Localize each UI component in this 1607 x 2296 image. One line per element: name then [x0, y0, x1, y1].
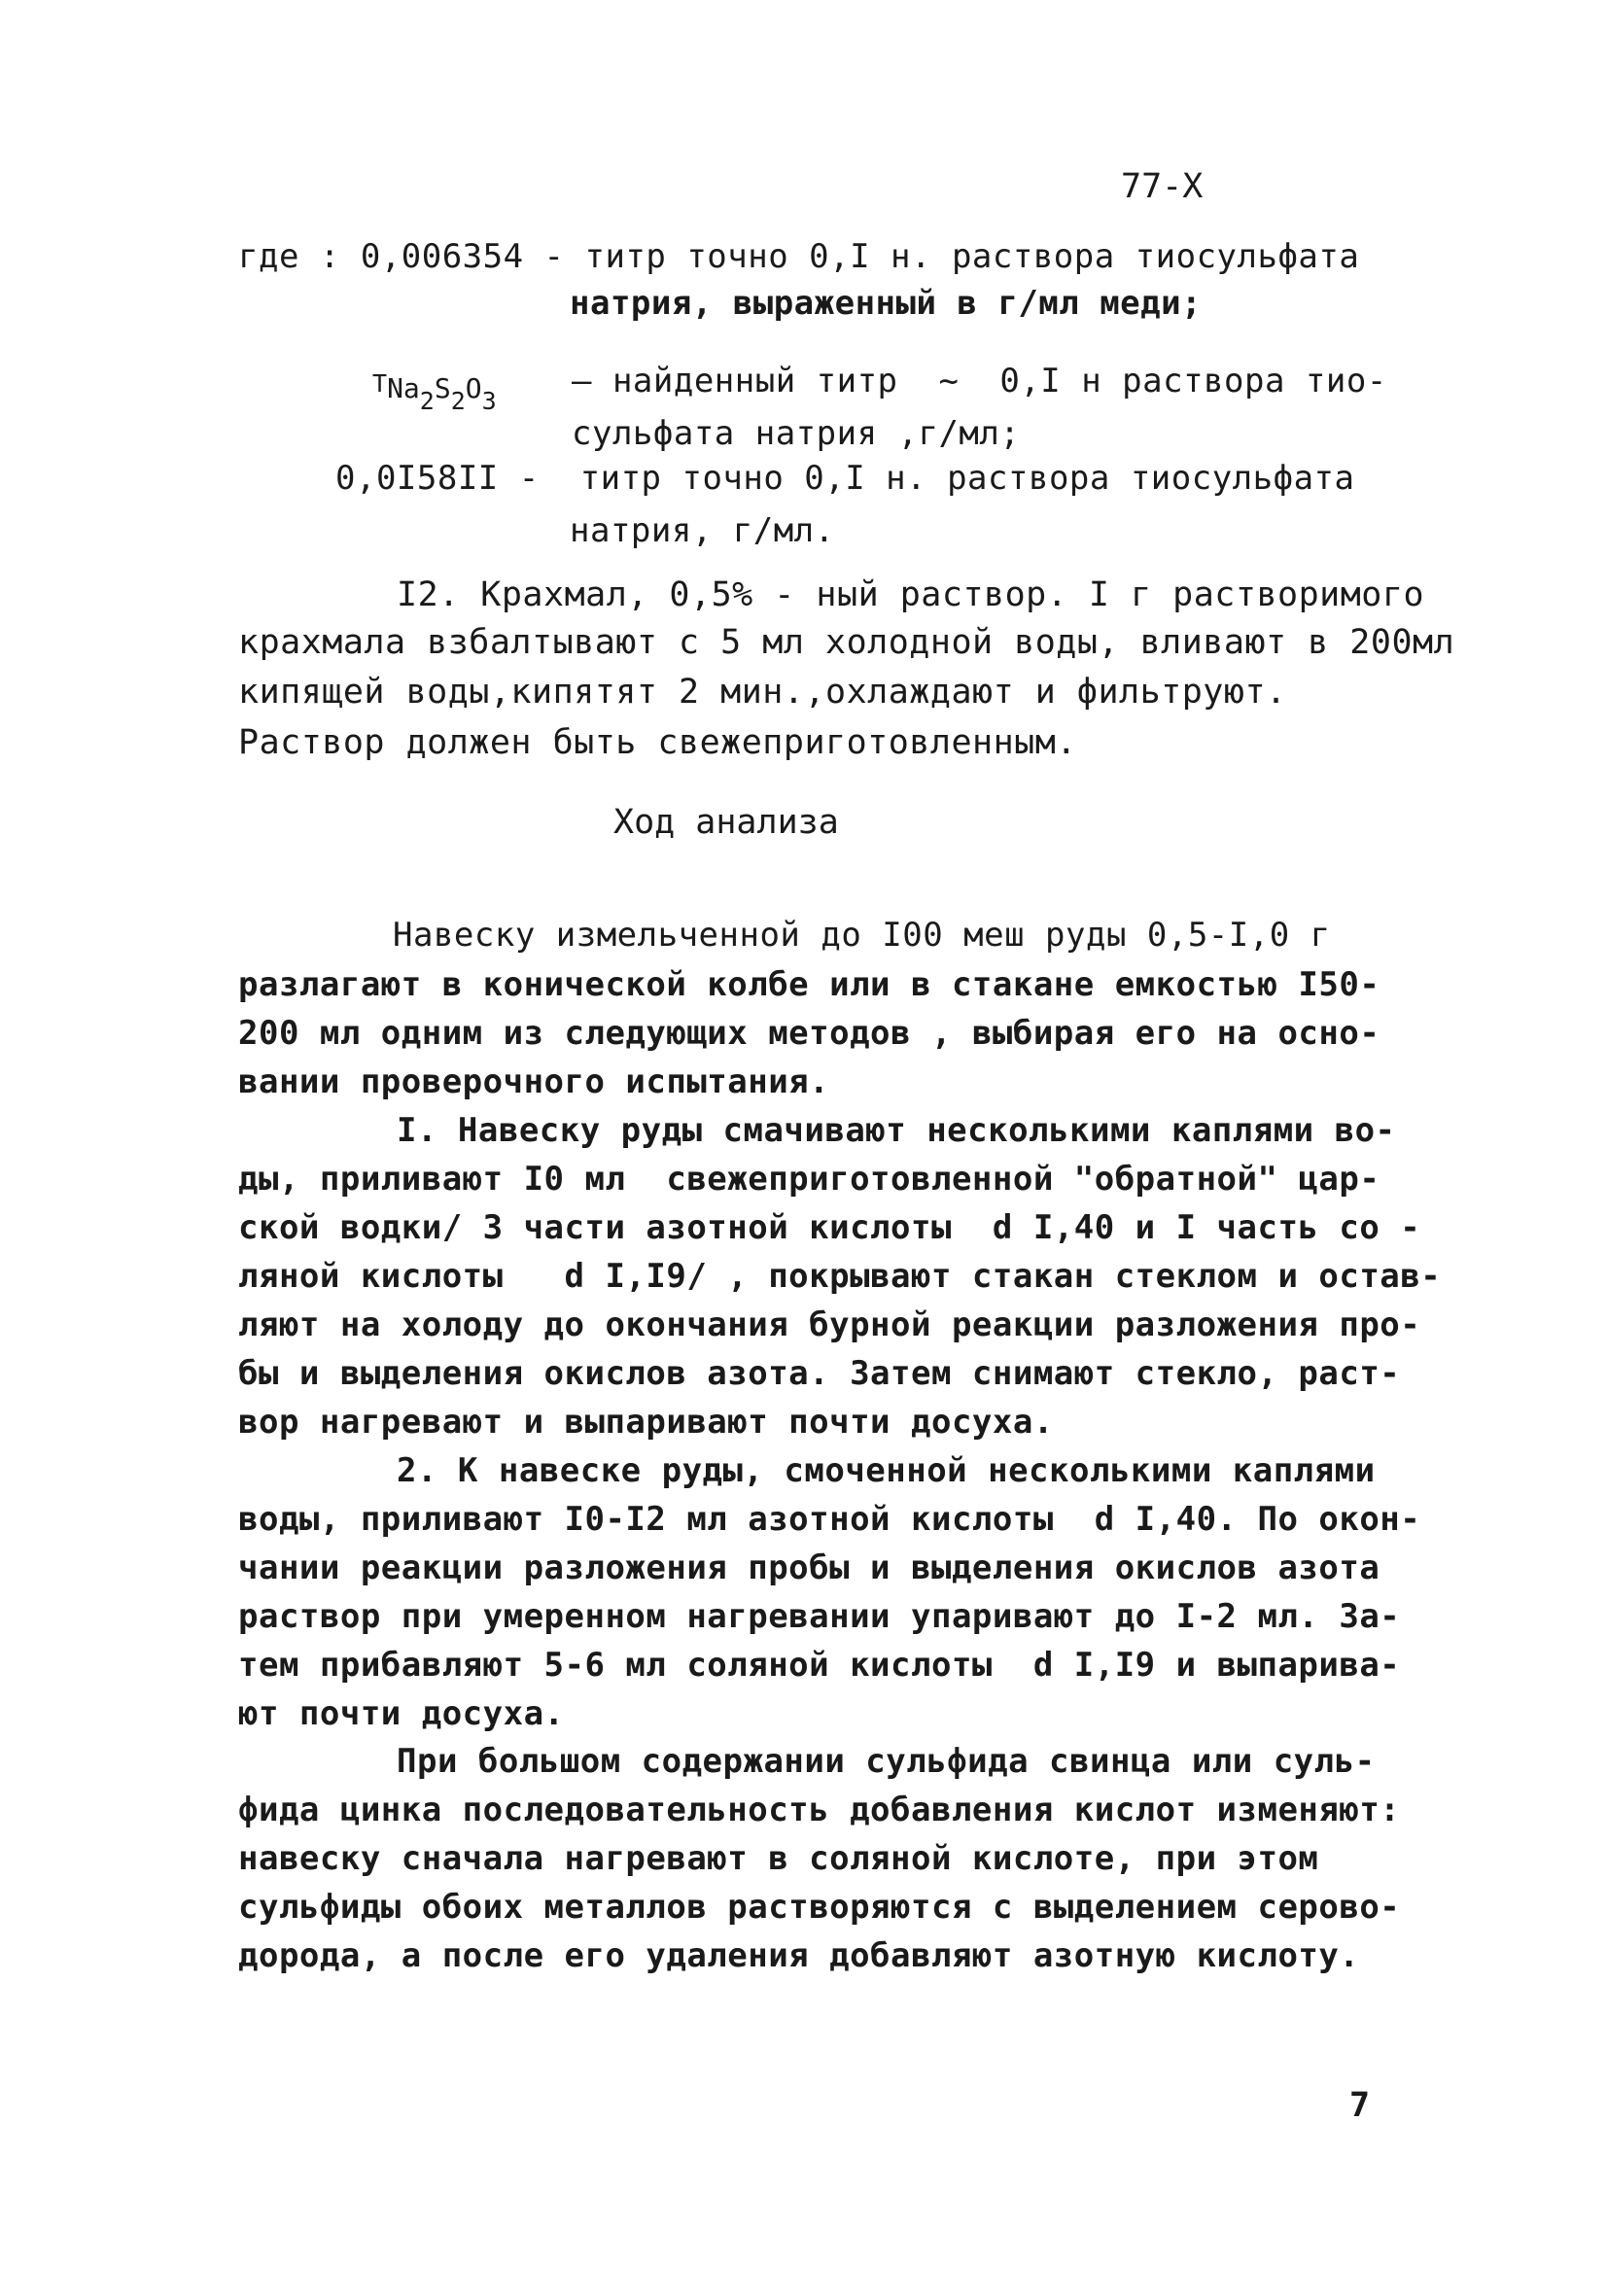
sodium-thiosulfate-titer-formula: [372, 367, 497, 415]
paragraph-12-line-3: кипящей воды,кипятят 2 мин.,охлаждают и фильтруют.: [238, 673, 1287, 712]
body-line-16: тем прибавляют 5-6 мл соляной кислоты d I,I9 и выпарива-: [238, 1646, 1401, 1685]
page-number: 7: [1349, 2086, 1371, 2125]
body-line-17: ют почти досуха.: [238, 1694, 565, 1733]
body-line-10: бы и выделения окислов азота. Затем снимают стекло, раст-: [238, 1354, 1401, 1393]
body-line-21: сульфиды обоих металлов растворяются с выделением серово-: [238, 1888, 1401, 1927]
body-line-7: ской водки/ 3 части азотной кислоты d I,40 и I часть со -: [238, 1208, 1421, 1247]
definition-line-4: сульфата натрия ,г/мл;: [572, 414, 1021, 453]
body-line-22: дорода, а после его удаления добавляют азотную кислоту.: [238, 1936, 1360, 1975]
body-line-6: ды, приливают I0 мл свежеприготовленной "обратной" цар-: [238, 1160, 1380, 1199]
body-line-15: раствор при умеренном нагревании упаривают до I-2 мл. За-: [238, 1597, 1401, 1636]
definition-line-6: натрия, г/мл.: [570, 511, 835, 550]
formula-s: S: [434, 372, 451, 404]
paragraph-12-line-2: крахмала взбалтывают с 5 мл холодной воды, вливают в 200мл: [238, 623, 1455, 662]
paragraph-12-line-4: Раствор должен быть свежеприготовленным.: [238, 723, 1077, 762]
body-line-2: разлагают в конической колбе или в стакане емкостью I50-: [238, 965, 1380, 1004]
body-line-18: При большом содержании сульфида свинца или суль-: [397, 1742, 1376, 1781]
formula-sub-2a: 2: [419, 387, 435, 415]
body-line-1: Навеску измельченной до I00 меш руды 0,5-I,0 г: [393, 916, 1331, 955]
formula-t: T: [372, 369, 388, 398]
body-line-19: фида цинка последовательность добавления кислот изменяют:: [238, 1791, 1401, 1829]
body-line-14: чании реакции разложения пробы и выделения окислов азота: [238, 1548, 1380, 1587]
definition-line-3: — найденный титр ~ 0,I н раствора тио-: [572, 362, 1387, 400]
body-line-5: I. Навеску руды смачивают несколькими каплями во-: [397, 1111, 1396, 1150]
formula-na: Na: [387, 372, 420, 404]
body-line-9: ляют на холоду до окончания бурной реакции разложения про-: [238, 1305, 1421, 1344]
body-line-3: 200 мл одним из следующих методов , выбирая его на осно-: [238, 1014, 1380, 1053]
definition-line-1: где : 0,006354 - титр точно 0,I н. раствора тиосульфата: [238, 237, 1360, 276]
definition-line-2: натрия, выраженный в г/мл меди;: [570, 284, 1203, 323]
definition-line-5: 0,0I58II - титр точно 0,I н. раствора тиосульфата: [335, 459, 1355, 498]
body-line-4: вании проверочного испытания.: [238, 1062, 830, 1101]
formula-sub-2b: 2: [450, 387, 466, 415]
body-line-11: вор нагревают и выпаривают почти досуха.: [238, 1403, 1054, 1442]
document-code: 77-X: [1121, 167, 1204, 206]
body-line-20: навеску сначала нагревают в соляной кислоте, при этом: [238, 1839, 1319, 1878]
section-heading: Ход анализа: [613, 803, 839, 842]
body-line-8: ляной кислоты d I,I9/ , покрывают стакан стеклом и остав-: [238, 1257, 1442, 1296]
body-line-13: воды, приливают I0-I2 мл азотной кислоты d I,40. По окон-: [238, 1500, 1421, 1539]
formula-sub-3: 3: [481, 387, 497, 415]
paragraph-12-line-1: I2. Крахмал, 0,5% - ный раствор. I г растворимого: [397, 575, 1425, 614]
formula-o: O: [465, 372, 482, 404]
body-line-12: 2. К навеске руды, смоченной несколькими каплями: [397, 1451, 1376, 1490]
